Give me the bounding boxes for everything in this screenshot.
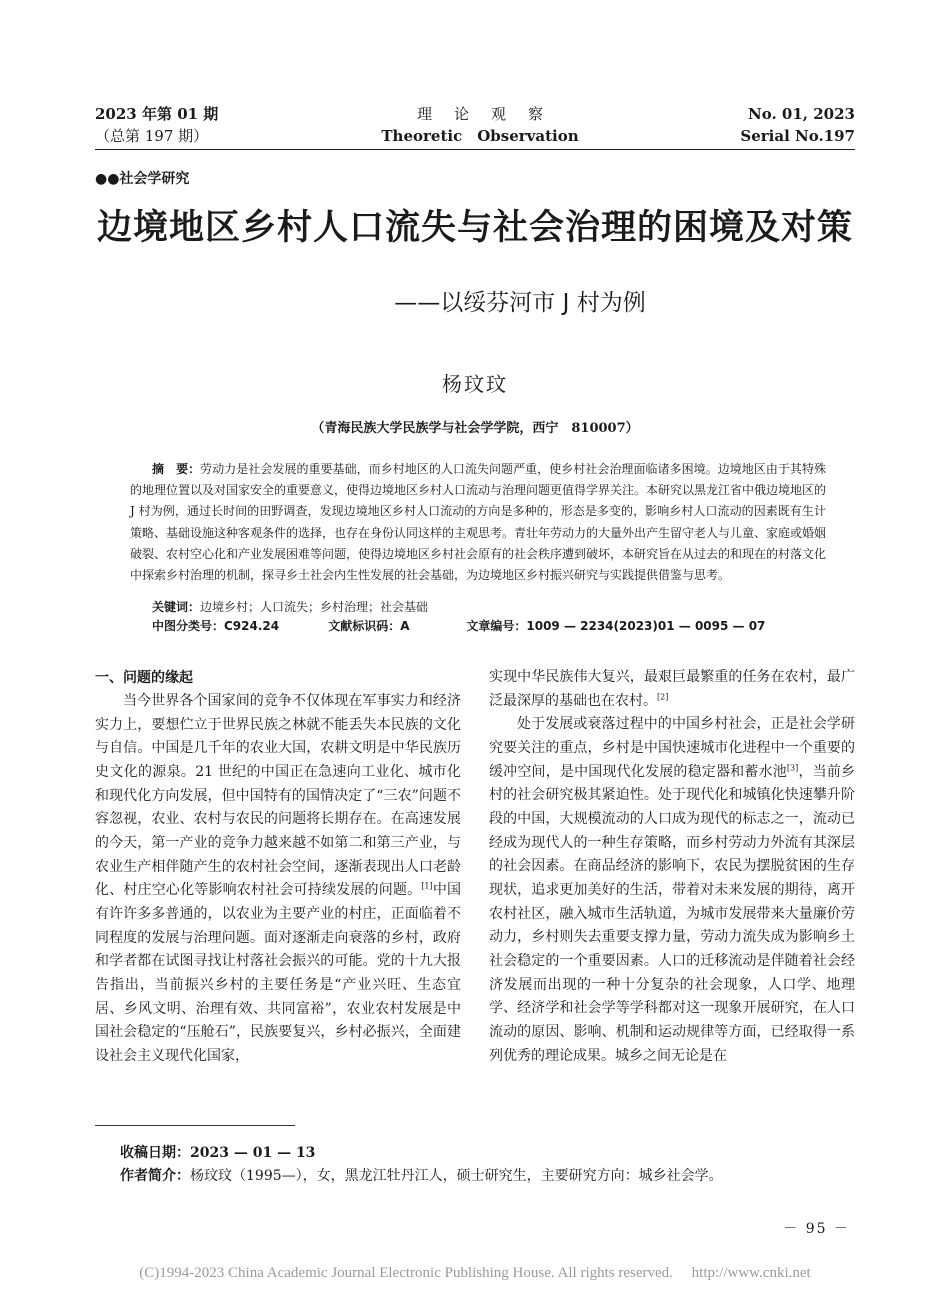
journal-name [330,103,630,147]
article-subtitle: ——以绥芬河市 J 村为例 [394,290,646,316]
citation[interactable]: [3] [786,762,799,772]
clc-number: 中图分类号：C924.24 [152,619,280,633]
abstract-text: 劳动力是社会发展的重要基础，而乡村地区的人口流失问题严重，使乡村社会治理面临诸多困境。边境地区由于其特殊的地理位置以及对国家安全的重要意义，使得边境地区乡村人口流动与治理问题更值得学界关注。本研究以黑龙江省中俄边境地区的 J 村为例，通过长时间的田野调查，发现边境地区乡村人口流动的方向是多种的，形态是多变的，影响乡村人口流动的因素既有生计策略、基础设施这种客观条件的选择，也存在身份认同这样的主观思考。青壮年劳动力的大量外出产生留守老人与儿童、家庭或婚姻破裂、农村空心化和产业发展困难等问题，使得边境地区乡村社会原有的社会秩序遭到破坏，本研究旨在从过去的和现在的村落文化中探索乡村治理的机制，探寻乡土社会内生性发展的社会基础，为边境地区乡村振兴研究与实践提供借鉴与思考。 [130,462,827,583]
issue-info [95,103,218,147]
received-date: 收稿日期：2023 — 01 — 13 [120,1145,316,1161]
column-label: ●●社会学研究 [95,171,190,187]
page-number: － 95 － [783,1221,850,1237]
author-bio-label: 作者简介： [120,1168,190,1184]
author-name: 杨玟玟 [442,372,508,396]
paragraph-continued: 实现中华民族伟大复兴，最艰巨最繁重的任务在农村，最广泛最深厚的基础也在农村。[2] [489,669,855,709]
serial-number-en: Serial No.197 [740,127,855,145]
body-column-left [95,666,461,1069]
footnote-rule [95,1125,295,1126]
journal-name-en: Theoretic Observation [381,127,579,145]
paragraph: 当今世界各个国家间的竞争不仅体现在军事实力和经济实力上，要想伫立于世界民族之林就不能丢失本民族的文化与自信。中国是几千年的农业大国，农耕文明是中华民族历史文化的源泉。21 世纪的中国正在急速向工业化、城市化和现代化方向发展，但中国特有的国情决定了“三农”问题不容忽视，农业、农村与农民的问题将长期存在。在高速发展的今天，第一产业的竞争力越来越不如第二和第三产业，与农业生产相伴随产生的农村社会空间，逐渐表现出人口老龄化、村庄空心化等影响农村社会可持续发展的问题。[1]中国有许许多多普通的，以农业为主要产业的村庄，正面临着不同程度的发展与治理问题。面对逐渐走向衰落的乡村，政府和学者都在试图寻找让村落社会振兴的可能。党的十九大报告指出，当前振兴乡村的主要任务是“产业兴旺、生态宜居、乡风文明、治理有效、共同富裕”，农业农村发展是中国社会稳定的“压舱石”，民族要复兴，乡村必振兴，全面建设社会主义现代化国家， [95,693,462,1064]
issue-number-en: No. 01, 2023 [748,105,855,123]
keywords-text: 边境乡村；人口流失；乡村治理；社会基础 [200,600,429,614]
author-bio [120,1165,723,1185]
article-number: 文章编号：1009 — 2234(2023)01 — 0095 — 07 [466,619,766,633]
abstract [130,459,826,586]
document-code: 文献标识码：A [328,619,410,633]
author-bio-text: 杨玟玟（1995—），女，黑龙江牡丹江人，硕士研究生，主要研究方向：城乡社会学。 [190,1168,723,1184]
body-column-right [489,666,855,1068]
citation[interactable]: [2] [657,692,669,701]
classification-line [152,617,765,634]
issue-info-en [740,103,855,147]
copyright-watermark: (C)1994-2023 China Academic Journal Electronic Publishing House. All rights reserved. http://www.cnki.net [139,1265,811,1281]
citation[interactable]: [1] [421,881,433,891]
header-rule [95,149,855,150]
paragraph: 处于发展或衰落过程中的中国乡村社会，正是社会学研究要关注的重点，乡村是中国快速城市化进程中一个重要的缓冲空间，是中国现代化发展的稳定器和蓄水池[3]，当前乡村的社会研究极其紧迫性。处于现代化和城镇化快速攀升阶段的中国，大规模流动的人口成为现代的标志之一，流动已经成为现代人的一种生存策略，而乡村劳动力外流有其深层的社会因素。在商品经济的影响下，农民为摆脱贫困的生存现状，追求更加美好的生活，带着对未来发展的期待，离开农村社区，融入城市生活轨道，为城市发展带来大量廉价劳动力，乡村则失去重要支撑力量，劳动力流失成为影响乡土社会稳定的一个重要因素。人口的迁移流动是伴随着社会经济发展而出现的一种十分复杂的社会现象，人口学、地理学、经济学和社会学等学科都对这一现象开展研究，在人口流动的原因、影响、机制和运动规律等方面，已经取得一系列优秀的理论成果。城乡之间无论是在 [489,716,856,1064]
article-title: 边境地区乡村人口流失与社会治理的困境及对策 [96,208,853,248]
issue-year-number: 2023 年第 01 期 [95,105,219,123]
keywords-label: 关键词： [152,600,201,614]
keywords [152,598,428,615]
issue-serial-cn: （总第 197 期） [95,127,209,145]
journal-name-cn: 理论观察 [416,105,565,123]
author-affiliation: （青海民族大学民族学与社会学学院，西宁 810007） [311,421,639,436]
abstract-label: 摘 要： [152,462,201,476]
section-heading: 一、问题的缘起 [95,670,193,686]
